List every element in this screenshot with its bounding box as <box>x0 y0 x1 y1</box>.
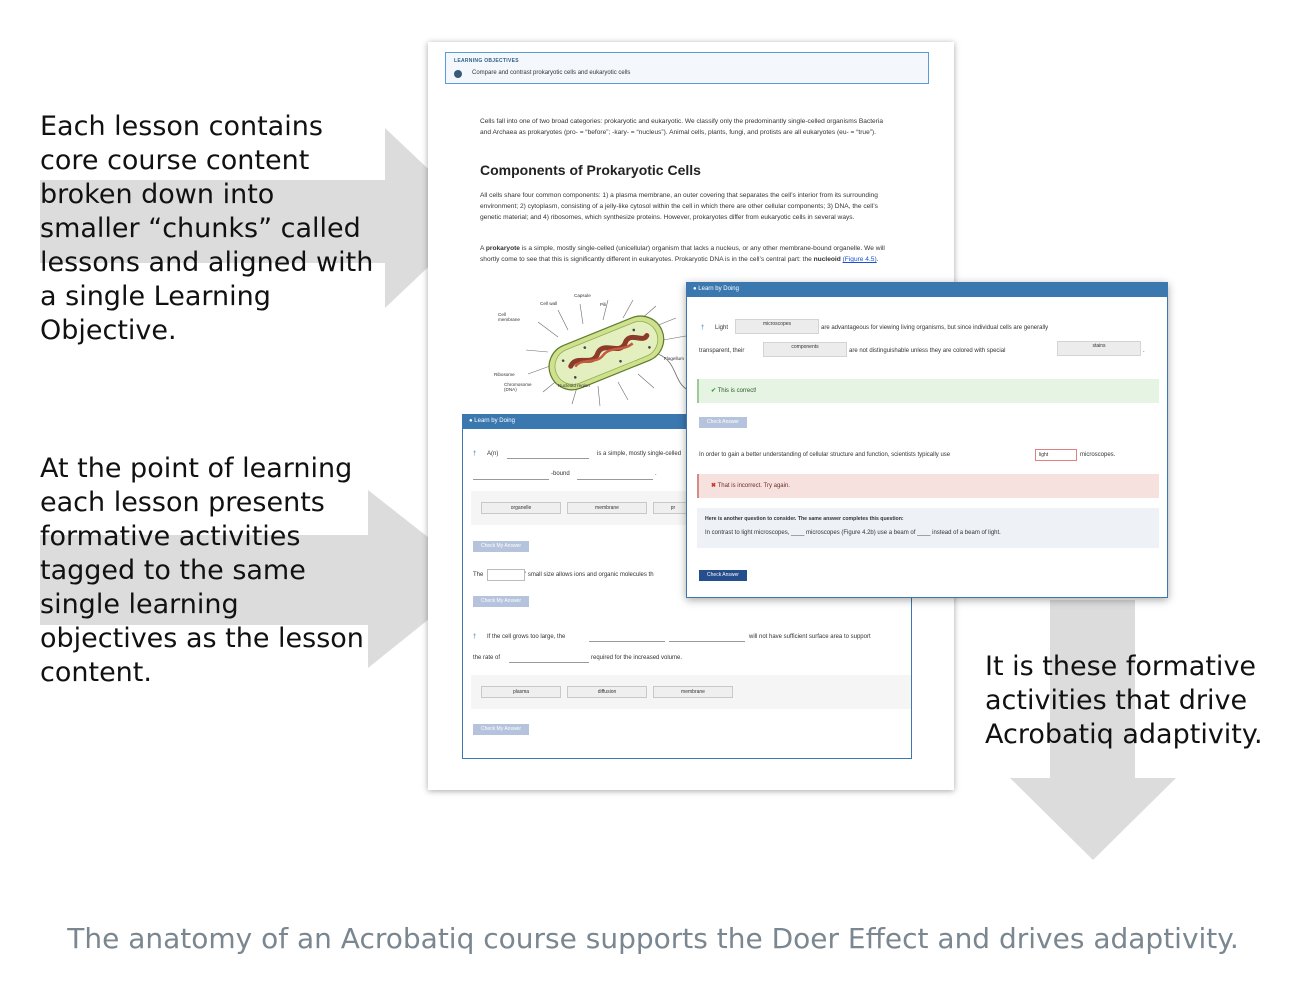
components-paragraph: All cells share four common components: 1) a plasma membrane, an outer covering that separates the cell’s interior from its surrounding environment; 2) cytoplasm, consisting of a jelly-like cytosol within the cell in which there are other cellular components; 3) DNA, the cell’s genetic material; and 4) ribosomes, which synthesize proteins. However, prokaryotes differ from eukaryotic cells in several ways. <box>480 192 878 221</box>
label-ribosome: Ribosome <box>494 372 515 377</box>
q3-text-d: required for the increased volume. <box>591 655 683 661</box>
q1-blank-3[interactable] <box>577 470 653 480</box>
learning-objectives-title: LEARNING OBJECTIVES <box>454 58 519 64</box>
check-my-answer-button[interactable]: Check My Answer <box>473 596 529 607</box>
check-answer-button[interactable]: Check Answer <box>699 417 747 428</box>
q1-text-b: are advantageous for viewing living organisms, but since individual cells are generally <box>821 325 1049 331</box>
label-cell-wall: Cell wall <box>540 301 558 306</box>
q3-text-c: the rate of <box>473 655 501 661</box>
q1-filled-blank-3[interactable]: stains <box>1057 341 1141 356</box>
q2-text-a: In order to gain a better understanding of cellular structure and function, scientists typically use <box>699 452 951 458</box>
question-icon: † <box>473 451 477 457</box>
label-chromosome: Chromosome (DNA) <box>504 382 532 392</box>
section-heading: Components of Prokaryotic Cells <box>480 162 701 178</box>
label-pili: Pili <box>600 302 607 307</box>
panel-header: ● Learn by Doing <box>687 283 1167 297</box>
question-icon: † <box>473 634 477 640</box>
question-icon: † <box>701 325 705 331</box>
prokaryote-paragraph <box>480 243 895 265</box>
q3-blank-2[interactable] <box>669 632 745 642</box>
q1-text-c: -bound <box>551 471 570 477</box>
term-prokaryote: prokaryote <box>485 245 520 252</box>
q2-input[interactable]: light <box>1035 449 1077 461</box>
term-nucleoid: nucleoid <box>813 256 841 263</box>
q2-input[interactable] <box>487 569 525 581</box>
label-flagellum: Flagellum <box>664 356 684 361</box>
another-question-title: Here is another question to consider. The same answer completes this question: <box>705 516 904 522</box>
check-my-answer-button[interactable]: Check My Answer <box>473 724 529 735</box>
choice-diffusion[interactable]: diffusion <box>567 686 647 698</box>
callout-lesson: Each lesson contains core course content broken down into smaller “chunks” called lessons and aligned with a single Learning Objective. <box>40 111 374 346</box>
q1-blank-2[interactable] <box>473 470 549 480</box>
cross-icon: ✖ <box>711 483 717 489</box>
correct-feedback <box>697 379 1159 403</box>
callout-formative: At the point of learning each lesson presents formative activities tagged to the same single learning objectives as the lesson content. <box>40 453 364 688</box>
choice-membrane[interactable]: membrane <box>567 502 647 514</box>
q1-text-a: A(n) <box>487 451 499 457</box>
q3-blank-1[interactable] <box>589 632 665 642</box>
label-nucleoid-region: Nucleoid region <box>558 383 590 388</box>
label-capsule: Capsule <box>574 293 591 298</box>
choice-plasma[interactable]: plasma <box>481 686 561 698</box>
q2-text-a: The <box>473 572 484 578</box>
learning-objectives-box <box>445 52 929 84</box>
callout-adaptivity: It is these formative activities that drive Acrobatiq adaptivity. <box>985 651 1263 750</box>
learn-by-doing-panel-right <box>686 282 1168 598</box>
incorrect-text: That is incorrect. Try again. <box>717 483 790 489</box>
another-question-box <box>697 508 1159 548</box>
choice-membrane[interactable]: membrane <box>653 686 733 698</box>
q3-blank-3[interactable] <box>509 653 589 663</box>
choice-pr[interactable]: pr <box>653 502 693 514</box>
q1-filled-blank-2[interactable]: components <box>763 342 847 357</box>
para-text: . <box>876 256 879 263</box>
q1-text-a: Light <box>715 325 729 331</box>
q1-text-c: transparent, their <box>699 348 745 354</box>
figure-caption: The anatomy of an Acrobatiq course supports the Doer Effect and drives adaptivity. <box>67 922 1239 955</box>
para-text: A <box>480 245 485 252</box>
choice-organelle[interactable]: organelle <box>481 502 561 514</box>
q1-blank-1[interactable] <box>507 449 589 459</box>
correct-text: This is correct! <box>717 388 757 394</box>
q3-text-a: If the cell grows too large, the <box>487 634 566 640</box>
intro-paragraph: Cells fall into one of two broad categories: prokaryotic and eukaryotic. We classify only the predominantly single-celled organisms Bacteria and Archaea as prokaryotes (pro- = “before”; -kary- = “nucleus”). Animal cells, plants, fungi, and protists are all eukaryotes (eu- = “true”). <box>480 118 884 136</box>
q1-text-d: are not distinguishable unless they are colored with special <box>849 348 1006 354</box>
check-icon: ✔ <box>711 388 717 394</box>
learning-objective: Compare and contrast prokaryotic cells and eukaryotic cells <box>472 70 631 76</box>
cell-illustration <box>488 292 718 412</box>
label-cell-membrane: Cell membrane <box>498 312 520 322</box>
q1-filled-blank-1[interactable]: microscopes <box>735 319 819 334</box>
check-my-answer-button[interactable]: Check My Answer <box>473 541 529 552</box>
panel-header: ● Learn by Doing <box>463 415 911 429</box>
figure-link[interactable]: (Figure 4.5) <box>842 256 877 263</box>
prokaryotic-cell-figure <box>488 292 718 412</box>
q1-text-e: . <box>1143 348 1145 354</box>
q1-text-d: . <box>655 471 657 477</box>
another-question-text: In contrast to light microscopes, ____ microscopes (Figure 4.2b) use a beam of ____ instead of a beam of light. <box>705 530 1001 536</box>
objective-icon <box>454 70 462 78</box>
check-answer-button[interactable]: Check Answer <box>699 570 747 581</box>
q2-text-b: microscopes. <box>1080 452 1116 458</box>
q3-text-b: will not have sufficient surface area to support <box>749 634 871 640</box>
incorrect-feedback <box>697 474 1159 498</box>
q2-text-b: ' small size allows ions and organic molecules th <box>525 572 654 578</box>
q1-text-b: is a simple, mostly single-celled <box>597 451 682 457</box>
para-text: is a simple, mostly single-celled (unicellular) organism that lacks a nucleus, or any other membrane-bound organelle. We will shortly come to see that this is significantly different in eukaryotes. Prokaryotic DNA is in the cell’s central part: the <box>480 245 885 263</box>
